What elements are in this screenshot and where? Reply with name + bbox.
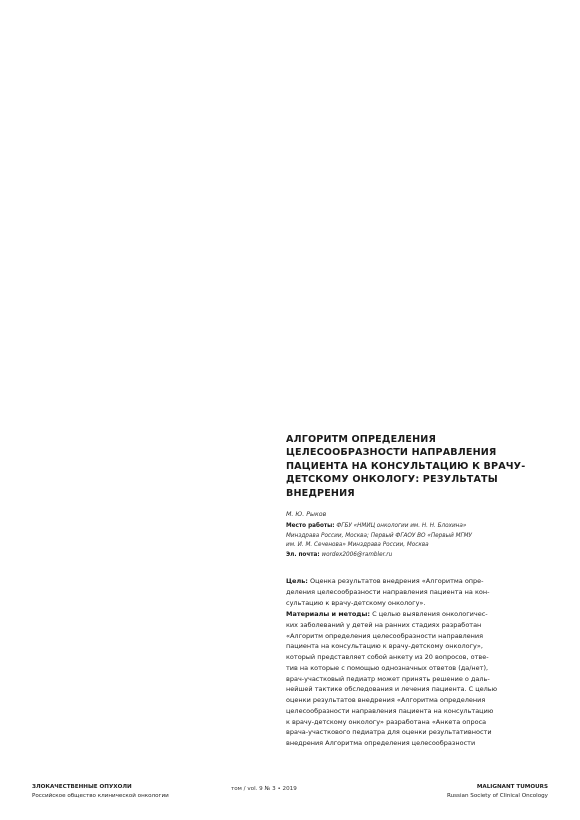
abstract <box>286 576 548 749</box>
journal-name-ru: ЗЛОКАЧЕСТВЕННЫЕ ОПУХОЛИ <box>32 784 132 790</box>
title-line: ЦЕЛЕСООБРАЗНОСТИ НАПРАВЛЕНИЯ <box>286 447 497 459</box>
methods-label: Материалы и методы: <box>286 610 371 619</box>
article-header <box>286 433 548 749</box>
title-line: ДЕТСКОМУ ОНКОЛОГУ: РЕЗУЛЬТАТЫ <box>286 474 498 486</box>
affiliation-line: им. И. М. Сеченова» Минздрава России, Москва <box>286 542 429 549</box>
abstract-line: внедрения Алгоритма определения целесообразности <box>286 739 476 748</box>
title-line: ПАЦИЕНТА НА КОНСУЛЬТАЦИЮ К ВРАЧУ- <box>286 460 526 472</box>
email-line <box>286 551 548 561</box>
email-link[interactable]: wordex2006@rambler.ru <box>321 551 393 558</box>
title-line: АЛГОРИТМ ОПРЕДЕЛЕНИЯ <box>286 434 436 445</box>
footer-left <box>32 783 169 801</box>
abstract-line: к врачу-детскому онкологу» разработана «Анкета опроса <box>286 717 487 726</box>
email-label: Эл. почта: <box>286 551 320 558</box>
society-name-en: Russian Society of Clinical Oncology <box>446 793 548 799</box>
footer-right <box>447 783 548 801</box>
journal-name-en: MALIGNANT TUMOURS <box>476 784 548 790</box>
affiliation-text: ФГБУ «НМИЦ онкологии им. Н. Н. Блохина» <box>336 523 467 530</box>
author-name: М. Ю. Рыков <box>286 511 327 519</box>
issue-info: том / vol. 9 № 3 • 2019 <box>231 786 297 792</box>
abstract-line: сультацию к врачу-детскому онкологу». <box>286 598 426 607</box>
abstract-line: тив на которые с помощью однозначных ответов (да/нет), <box>286 663 489 672</box>
title-line: ВНЕДРЕНИЯ <box>286 487 355 499</box>
abstract-line: деления целесообразности направления пациента на кон- <box>286 588 490 597</box>
abstract-line: ких заболеваний у детей на ранних стадиях разработан <box>286 620 482 629</box>
abstract-line: пациента на консультацию к врачу-детскому онкологу», <box>286 642 483 651</box>
abstract-line <box>286 609 548 620</box>
society-name-ru: Российское общество клинической онкологии <box>32 793 169 799</box>
article-title <box>286 433 548 500</box>
affiliation-label: Место работы: <box>286 523 335 530</box>
abstract-line: оценки результатов внедрения «Алгоритма определения <box>286 696 486 705</box>
abstract-line: врача-участкового педиатра для оценки результативности <box>286 728 492 737</box>
abstract-line <box>286 576 548 587</box>
affiliation-line: Минздрава России, Москва; Первый ФГАОУ ВО «Первый МГМУ <box>286 532 473 539</box>
goal-text: Оценка результатов внедрения «Алгоритма опре- <box>310 577 484 586</box>
abstract-line: нейшей тактике обследования и лечения пациента. С целью <box>286 685 498 694</box>
affiliation-line <box>286 522 548 532</box>
abstract-line: врач-участковый педиатр может принять решение о даль- <box>286 674 490 683</box>
methods-text: С целью выявления онкологичес- <box>372 610 488 619</box>
abstract-line: «Алгоритм определения целесообразности направления <box>286 631 484 640</box>
abstract-line: целесообразности направления пациента на консультацию <box>286 706 494 715</box>
goal-label: Цель: <box>286 577 308 586</box>
abstract-line: который представляет собой анкету из 20 вопросов, отве- <box>286 653 489 662</box>
affiliation-block <box>286 522 548 560</box>
